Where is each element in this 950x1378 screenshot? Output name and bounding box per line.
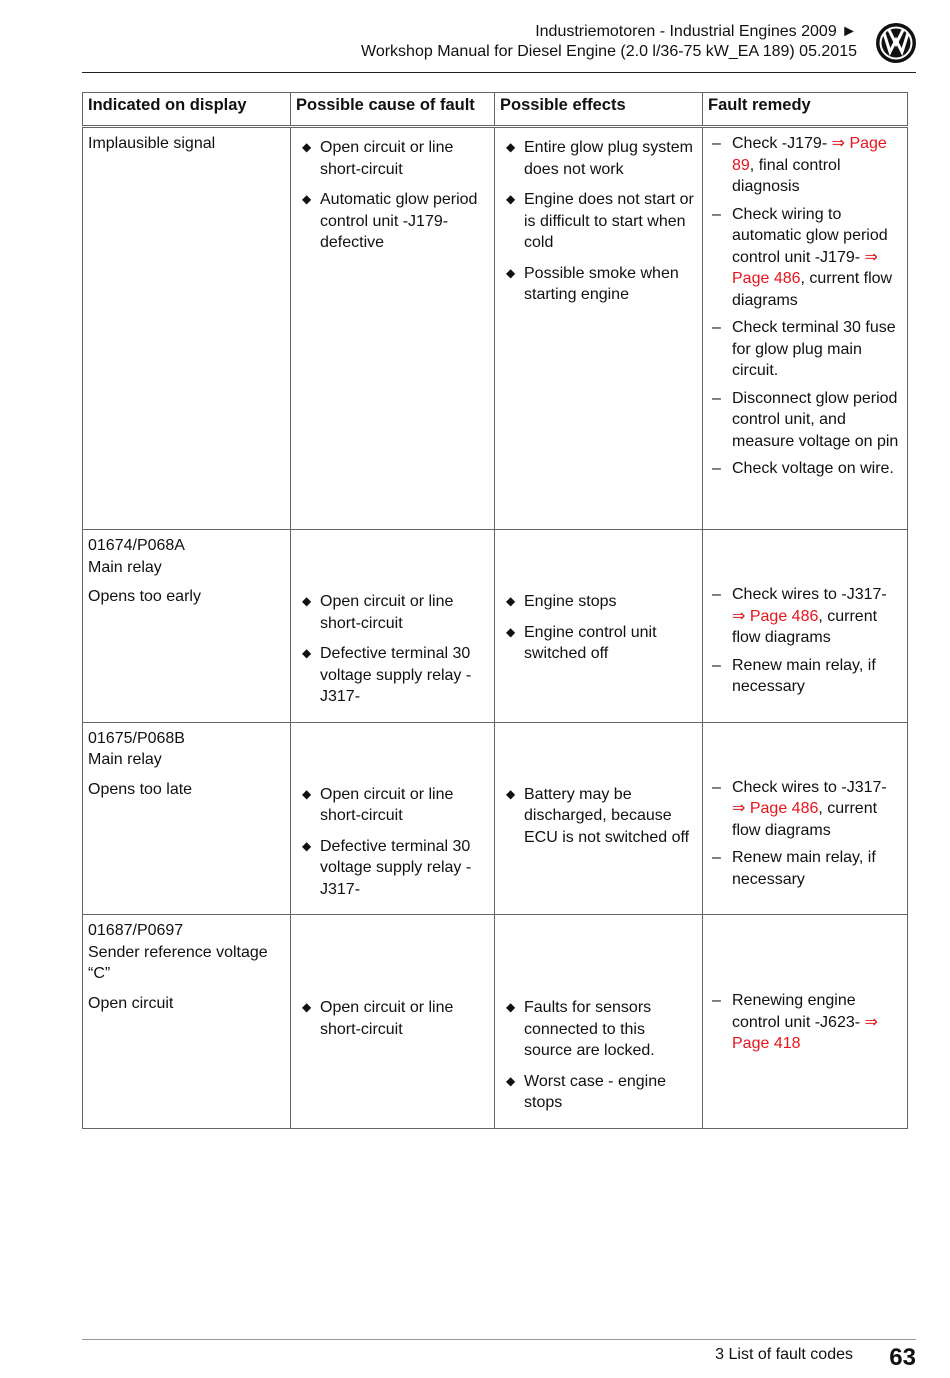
header-line-2: Workshop Manual for Diesel Engine (2.0 l/36-75 kW_EA 189) 05.2015 xyxy=(361,43,857,60)
indicated-cell xyxy=(83,530,291,723)
effect-cell xyxy=(495,915,703,1129)
effect-item: ◆ Battery may be discharged, because ECU is not switched off xyxy=(500,784,697,849)
cause-cell xyxy=(291,722,495,915)
table-row xyxy=(83,530,908,723)
effect-cell xyxy=(495,127,703,530)
indicated-cell xyxy=(83,722,291,915)
remedy-item: – Renew main relay, if necessary xyxy=(708,655,902,698)
remedy-item: – Renew main relay, if necessary xyxy=(708,847,902,890)
vw-logo xyxy=(875,22,917,64)
table-row xyxy=(83,915,908,1129)
fault-code-table xyxy=(82,92,908,1129)
cause-item: ◆ Automatic glow period control unit -J179- defective xyxy=(296,189,489,254)
footer-section-title: 3 List of fault codes xyxy=(715,1346,853,1363)
table-row xyxy=(83,127,908,530)
indicated-text: Implausible signal xyxy=(88,135,216,152)
component-name: Sender reference voltage “C” xyxy=(88,943,268,982)
remedy-item: – Renewing engine control unit -J623- ⇒ Page 418 xyxy=(708,990,902,1055)
remedy-cell xyxy=(703,915,908,1129)
fault-description: Opens too late xyxy=(88,780,193,798)
effect-cell xyxy=(495,722,703,915)
cause-item: ◆ Open circuit or line short-circuit xyxy=(296,137,489,180)
fault-code: 01675/P068B xyxy=(88,729,185,747)
cause-cell xyxy=(291,127,495,530)
remedy-item: – Check wires to -J317- ⇒ Page 486, current flow diagrams xyxy=(708,584,902,649)
effect-item: ◆ Faults for sensors connected to this source are locked. xyxy=(500,997,697,1062)
remedy-cell xyxy=(703,127,908,530)
fault-code: 01674/P068A xyxy=(88,537,185,554)
component-name: Main relay xyxy=(88,751,162,768)
cause-cell xyxy=(291,915,495,1129)
fault-description: Open circuit xyxy=(88,994,174,1012)
effect-item: ◆ Entire glow plug system does not work xyxy=(500,137,697,180)
column-header: Possible effects xyxy=(495,93,703,127)
page-link[interactable]: ⇒ Page 486 xyxy=(732,248,878,287)
remedy-cell xyxy=(703,722,908,915)
component-name: Main relay xyxy=(88,558,162,576)
cause-item: ◆ Defective terminal 30 voltage supply relay -J317- xyxy=(296,643,489,708)
page-link[interactable]: ⇒ Page 89 xyxy=(732,135,887,174)
cause-item: ◆ Open circuit or line short-circuit xyxy=(296,784,489,827)
column-header: Fault remedy xyxy=(703,93,908,127)
effect-item: ◆ Engine does not start or is difficult to start when cold xyxy=(500,189,697,254)
table-row xyxy=(83,722,908,915)
footer-rule xyxy=(82,1339,916,1340)
effect-item: ◆ Worst case - engine stops xyxy=(500,1071,697,1114)
effect-item: ◆ Possible smoke when starting engine xyxy=(500,263,697,306)
cause-cell xyxy=(291,530,495,723)
page-link[interactable]: ⇒ Page 486 xyxy=(732,607,819,625)
table-header-row xyxy=(83,93,908,127)
remedy-item: – Disconnect glow period control unit, and measure voltage on pin xyxy=(708,388,902,453)
effect-item: ◆ Engine control unit switched off xyxy=(500,622,697,665)
effect-cell xyxy=(495,530,703,723)
fault-description: Opens too early xyxy=(88,588,201,605)
header-rule xyxy=(82,72,916,73)
cause-item: ◆ Defective terminal 30 voltage supply relay -J317- xyxy=(296,836,489,901)
remedy-item: – Check wires to -J317- ⇒ Page 486, current flow diagrams xyxy=(708,777,902,842)
remedy-item: – Check voltage on wire. xyxy=(708,458,902,480)
column-header: Possible cause of fault xyxy=(291,93,495,127)
remedy-item: – Check -J179- ⇒ Page 89, final control diagnosis xyxy=(708,133,902,198)
remedy-cell xyxy=(703,530,908,723)
indicated-cell xyxy=(83,915,291,1129)
indicated-cell xyxy=(83,127,291,530)
effect-item: ◆ Engine stops xyxy=(500,591,697,613)
page-link[interactable]: ⇒ Page 418 xyxy=(732,1013,878,1052)
cause-item: ◆ Open circuit or line short-circuit xyxy=(296,591,489,634)
fault-code: 01687/P0697 xyxy=(88,922,184,939)
page-header xyxy=(361,22,857,62)
page-number: 63 xyxy=(889,1344,916,1371)
header-line-1: Industriemotoren - Industrial Engines 2009 ► xyxy=(535,23,857,40)
remedy-item: – Check wiring to automatic glow period control unit -J179- ⇒ Page 486, current flow diagrams xyxy=(708,204,902,312)
cause-item: ◆ Open circuit or line short-circuit xyxy=(296,997,489,1040)
page-link[interactable]: ⇒ Page 486 xyxy=(732,800,819,817)
column-header: Indicated on display xyxy=(83,93,291,127)
remedy-item: – Check terminal 30 fuse for glow plug main circuit. xyxy=(708,317,902,382)
